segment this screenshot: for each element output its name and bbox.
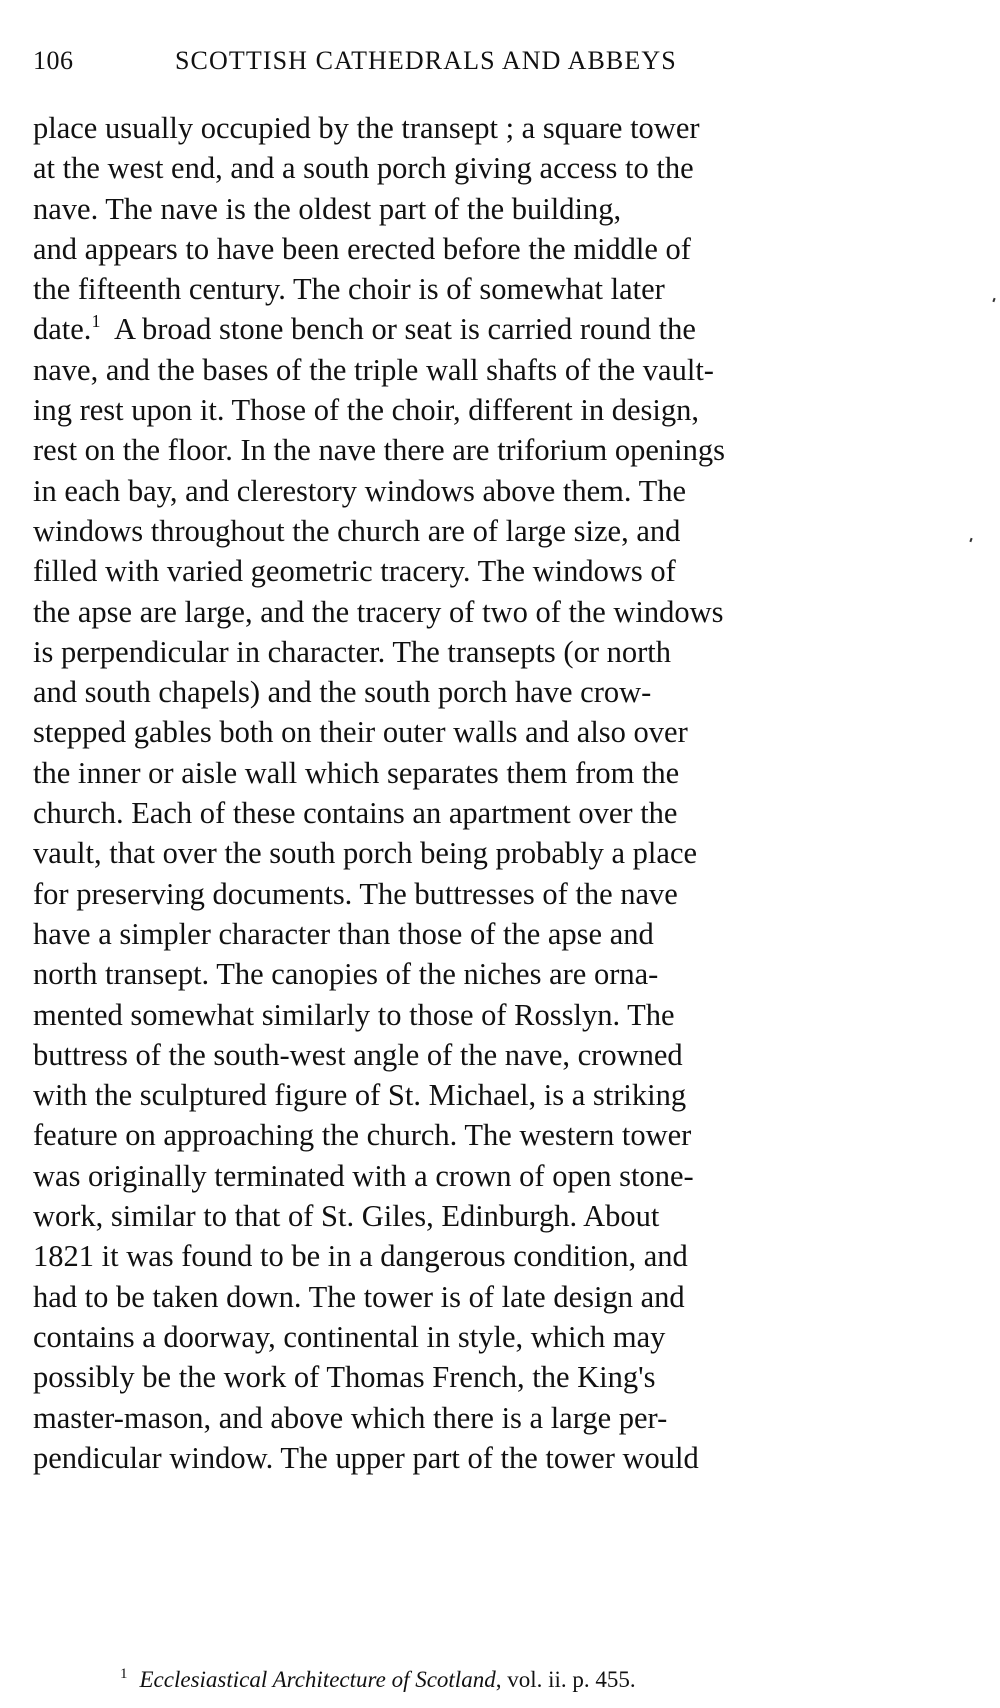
text-line: in each bay, and clerestory windows above them. The	[33, 473, 686, 508]
footnote	[120, 1665, 636, 1695]
running-title: SCOTTISH CATHEDRALS AND ABBEYS	[175, 46, 677, 75]
text-line: rest on the floor. In the nave there are triforium openings	[33, 433, 725, 468]
text-line-with-note	[33, 309, 938, 349]
text-line: and appears to have been erected before the middle of	[33, 231, 691, 266]
text-line: master-mason, and above which there is a large per-	[33, 1400, 668, 1435]
running-head	[33, 44, 938, 78]
text-line: mented somewhat similarly to those of Rosslyn. The	[33, 997, 675, 1032]
text-line: had to be taken down. The tower is of late design and	[33, 1279, 685, 1314]
scan-speck	[992, 298, 995, 302]
text-line: work, similar to that of St. Giles, Edinburgh. About	[33, 1199, 660, 1234]
footnote-marker: 1	[120, 1666, 128, 1682]
text-line: have a simpler character than those of the apse and	[33, 916, 654, 951]
text-line: contains a doorway, continental in style, which may	[33, 1319, 666, 1354]
text-line: and south chapels) and the south porch have crow-	[33, 675, 652, 710]
text-line: for preserving documents. The buttresses of the nave	[33, 876, 678, 911]
body-text	[33, 108, 938, 1478]
footnote-title: Ecclesiastical Architecture of Scotland	[139, 1667, 496, 1692]
text-line: pendicular window. The upper part of the tower would	[33, 1440, 699, 1475]
text-line: the fifteenth century. The choir is of somewhat later	[33, 272, 665, 307]
text-line: nave, and the bases of the triple wall shafts of the vault-	[33, 352, 714, 387]
footnote-citation: , vol. ii. p. 455.	[495, 1667, 636, 1692]
text-line: the inner or aisle wall which separates them from the	[33, 755, 680, 790]
text-line: place usually occupied by the transept ; a square tower	[33, 111, 700, 145]
text-line: 1821 it was found to be in a dangerous condition, and	[33, 1239, 688, 1274]
text-fragment: date.	[33, 312, 92, 347]
text-line: nave. The nave is the oldest part of the building,	[33, 191, 622, 226]
text-fragment: A broad stone bench or seat is carried round the	[100, 312, 696, 347]
text-line: the apse are large, and the tracery of two of the windows	[33, 594, 724, 629]
text-line: vault, that over the south porch being probably a place	[33, 836, 698, 871]
text-line: filled with varied geometric tracery. The windows of	[33, 554, 676, 589]
text-line: at the west end, and a south porch giving access to the	[33, 151, 694, 186]
text-line: stepped gables both on their outer walls and also over	[33, 715, 688, 750]
scan-speck	[969, 538, 972, 542]
text-line: possibly be the work of Thomas French, the King's	[33, 1360, 656, 1395]
text-line: buttress of the south-west angle of the nave, crowned	[33, 1037, 683, 1072]
text-line: is perpendicular in character. The transepts (or north	[33, 634, 671, 669]
footnote-reference: 1	[91, 311, 101, 332]
page-number: 106	[33, 46, 74, 75]
text-line: church. Each of these contains an apartment over the	[33, 796, 678, 831]
text-line: north transept. The canopies of the niches are orna-	[33, 957, 659, 992]
text-line: was originally terminated with a crown of open stone-	[33, 1158, 694, 1193]
text-line: windows throughout the church are of large size, and	[33, 513, 681, 548]
text-line: ing rest upon it. Those of the choir, different in design,	[33, 393, 699, 428]
text-line: with the sculptured figure of St. Michael, is a striking	[33, 1078, 687, 1113]
text-line: feature on approaching the church. The western tower	[33, 1118, 692, 1153]
